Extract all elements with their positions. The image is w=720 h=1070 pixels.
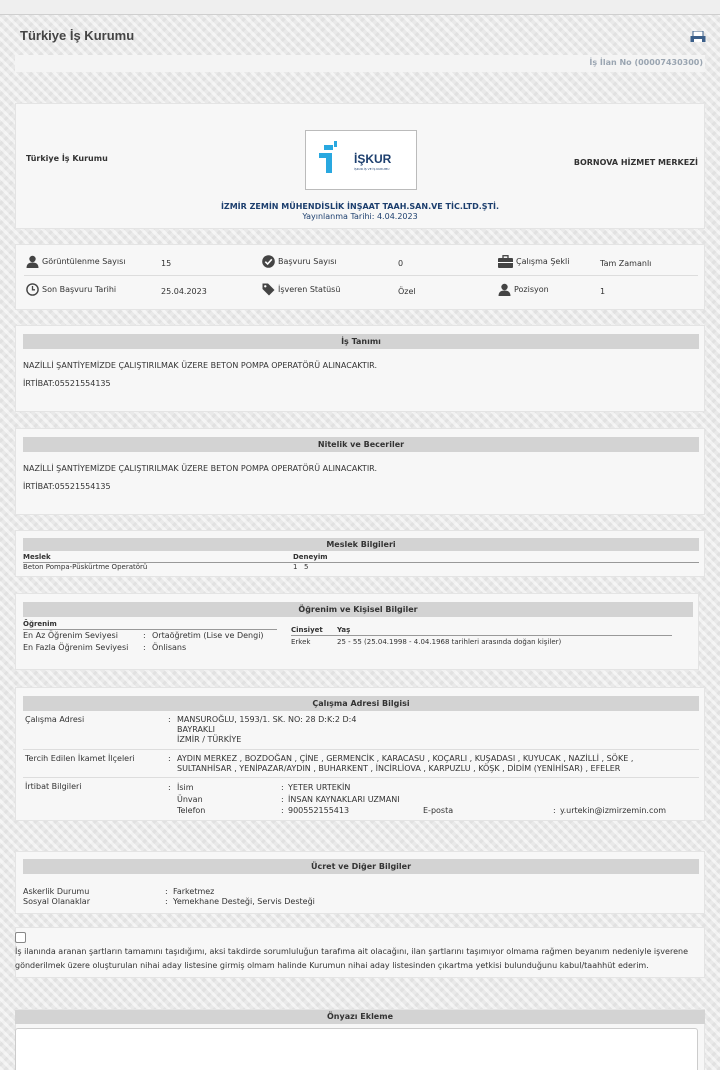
contact-name-value: YETER URTEKİN [288, 783, 351, 792]
qualifications-panel [15, 428, 705, 515]
publish-date: Yayınlanma Tarihi: 4.04.2023 [302, 212, 418, 221]
work-type-value: Tam Zamanlı [600, 259, 652, 268]
education-panel [15, 593, 699, 670]
education-sub-line [23, 629, 277, 630]
address-line2: BAYRAKLI [177, 725, 215, 734]
profession-panel [15, 530, 705, 577]
districts-divider [23, 777, 699, 778]
cover-letter-title: Önyazı Ekleme [15, 1010, 705, 1024]
districts-line2: SULTANHİSAR , YENİPAZAR/AYDIN , BUHARKENT , İNCİRLİOVA , KARPUZLU , KÖŞK , DİDİM (YENİHİSAR) , EFELER [177, 764, 621, 773]
other-info-title: Ücret ve Diğer Bilgiler [23, 859, 699, 874]
address-line3: İZMİR / TÜRKİYE [177, 735, 242, 744]
min-education-label: En Az Öğrenim Seviyesi [23, 631, 118, 640]
print-icon[interactable] [690, 31, 706, 43]
qualifications-title: Nitelik ve Beceriler [23, 437, 699, 452]
views-value: 15 [161, 259, 172, 268]
address-label: Çalışma Adresi [25, 715, 85, 724]
max-education-value: Önlisans [152, 643, 187, 652]
logo-text: İŞKUR [354, 152, 392, 166]
col-age: Yaş [337, 626, 351, 634]
gender-value: Erkek [291, 638, 311, 646]
colon: : [165, 887, 168, 896]
colon: : [168, 715, 171, 724]
address-divider [23, 749, 699, 750]
max-education-label: En Fazla Öğrenim Seviyesi [23, 643, 129, 652]
employer-panel [15, 103, 705, 229]
contact-email-label: E-posta [423, 806, 454, 815]
user-icon [26, 255, 39, 268]
address-line1: MANSUROĞLU, 1593/1. SK. NO: 28 D:K:2 D:4 [177, 715, 357, 724]
last-date-label: Son Başvuru Tarihi [42, 285, 117, 294]
contact-title-label: Ünvan [177, 795, 203, 804]
check-circle-icon [262, 255, 275, 268]
age-value: 25 - 55 (25.04.1998 - 4.04.1968 tarihleri arasında doğan kişiler) [337, 638, 562, 646]
employer-status-value: Özel [398, 287, 416, 296]
position-stat [498, 283, 549, 296]
position-value: 1 [600, 287, 606, 296]
colon: : [143, 631, 146, 640]
col-meslek: Meslek [23, 553, 51, 561]
col-gender: Cinsiyet [291, 626, 323, 634]
profession-title: Meslek Bilgileri [23, 538, 699, 551]
colon: : [168, 754, 171, 763]
colon: : [165, 897, 168, 906]
military-label: Askerlik Durumu [23, 887, 90, 896]
position-label: Pozisyon [514, 285, 549, 294]
stats-panel [15, 244, 705, 310]
stats-divider [24, 275, 698, 276]
work-address-title: Çalışma Adresi Bilgisi [23, 696, 699, 711]
company-name: İZMİR ZEMİN MÜHENDİSLİK İNŞAAT TAAH.SAN.VE TİC.LTD.ŞTİ. [220, 202, 500, 211]
service-center: BORNOVA HİZMET MERKEZİ [573, 158, 698, 167]
consent-checkbox[interactable] [15, 932, 26, 943]
job-description-panel [15, 325, 705, 412]
work-address-panel [15, 687, 705, 821]
employer-status-stat [262, 283, 340, 296]
views-label: Görüntülenme Sayısı [42, 257, 126, 266]
employer-org: Türkiye İş Kurumu [26, 154, 108, 163]
work-type-stat [498, 255, 569, 268]
colon: : [168, 783, 171, 792]
districts-line1: AYDIN MERKEZ , BOZDOĞAN , ÇİNE , GERMENCİK , KARACASU , KOÇARLI , KUŞADASI , KUYUCAK , NAZİLLİ , SÖKE , [177, 754, 634, 763]
consent-line1: İş ilanında aranan şartların tamamını taşıdığımı, aksi takdirde sorumluluğun tarafıma ait olacağını, ilan şartlarını taşımıyor olmama rağmen beyanım nedeniyle işverene [15, 947, 688, 956]
clock-icon [26, 283, 39, 296]
last-date-stat [26, 283, 116, 296]
last-date-value: 25.04.2023 [161, 287, 207, 296]
profession-row-deneyim-max: 5 [304, 563, 309, 571]
applications-label: Başvuru Sayısı [278, 257, 337, 266]
education-subtitle: Öğrenim [23, 620, 57, 628]
profession-row-deneyim-min: 1 [293, 563, 298, 571]
views-stat [26, 255, 126, 268]
tag-icon [262, 283, 275, 296]
social-label: Sosyal Olanaklar [23, 897, 90, 906]
work-type-label: Çalışma Şekli [516, 257, 570, 266]
colon: : [281, 783, 284, 792]
job-description-title: İş Tanımı [23, 334, 699, 349]
page-title: Türkiye İş Kurumu [20, 28, 135, 43]
ilan-number: İş İlan No (00007430300) [589, 58, 703, 67]
consent-line2: gönderilmek üzere oluşturulan nihai aday listesine girmiş olmam halinde Kurumun nihai aday listesinden çıkartma yetkisi bulunduğunu kabul/taahhüt ederim. [15, 961, 649, 970]
employer-status-label: İşveren Statüsü [278, 285, 341, 294]
job-description-line2: İRTİBAT:05521554135 [23, 379, 111, 388]
col-deneyim: Deneyim [293, 553, 328, 561]
min-education-value: Ortaöğretim (Lise ve Dengi) [152, 631, 264, 640]
cover-letter-textarea[interactable] [15, 1028, 698, 1070]
top-bar [0, 0, 720, 15]
contact-email-value[interactable]: y.urtekin@izmirzemin.com [560, 806, 667, 815]
colon: : [281, 806, 284, 815]
social-value: Yemekhane Desteği, Servis Desteği [173, 897, 315, 906]
briefcase-icon [498, 255, 513, 268]
personal-header-line [291, 635, 672, 636]
contact-phone-label: Telefon [177, 806, 206, 815]
colon: : [143, 643, 146, 652]
districts-label: Tercih Edilen İkamet İlçeleri [25, 754, 135, 763]
colon: : [553, 806, 556, 815]
qualifications-line1: NAZİLLİ ŞANTİYEMİZDE ÇALIŞTIRILMAK ÜZERE BETON POMPA OPERATÖRÜ ALINACAKTIR. [23, 464, 377, 473]
contact-phone-value: 900552155413 [288, 806, 350, 815]
company-logo [305, 130, 417, 190]
education-title: Öğrenim ve Kişisel Bilgiler [23, 602, 693, 617]
profession-row-meslek: Beton Pompa-Püskürtme Operatörü [23, 563, 148, 571]
applications-stat [262, 255, 337, 268]
military-value: Farketmez [173, 887, 215, 896]
contact-title-value: İNSAN KAYNAKLARI UZMANI [288, 795, 400, 804]
ilan-number-bar [15, 55, 705, 72]
job-description-line1: NAZİLLİ ŞANTİYEMİZDE ÇALIŞTIRILMAK ÜZERE BETON POMPA OPERATÖRÜ ALINACAKTIR. [23, 361, 377, 370]
logo-subtext: İŞKUR·İŞ VE İŞ KURUMU [354, 167, 390, 171]
contact-label: İrtibat Bilgileri [25, 782, 82, 791]
colon: : [281, 795, 284, 804]
contact-name-label: İsim [177, 783, 194, 792]
user-icon [498, 283, 511, 296]
qualifications-line2: İRTİBAT:05521554135 [23, 482, 111, 491]
applications-value: 0 [398, 259, 404, 268]
other-info-panel [15, 851, 705, 914]
